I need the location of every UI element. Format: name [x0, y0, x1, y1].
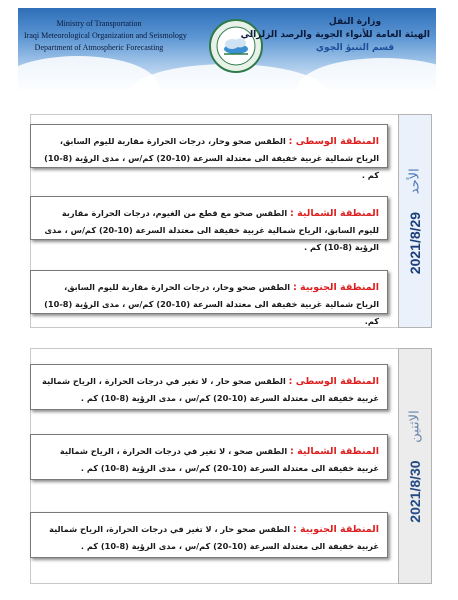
- forecast-text: الطقس صحو مع قطع من الغيوم، درجات الحرارة مقاربة لليوم السابق، الرياح شمالية غربية خفيفة الى معتدلة السرعة (10-20) كم/س ، مدى الرؤية (8-10) كم .: [44, 208, 379, 252]
- forecast-date: 2021/8/29: [407, 211, 423, 275]
- forecast-text: الطقس صحو حار ، لا تغير في درجات الحرارة ، الرياح شمالية غربية خفيفة الى معتدلة السرعة (10-20) كم/س ، مدى الرؤية (8-10) كم .: [42, 376, 379, 403]
- forecast-date: 2021/8/30: [407, 460, 423, 523]
- forecast-card-south: [30, 270, 388, 326]
- organization-name-ar: الهيئة العامة للأنواء الجوية والرصد الزلزالي: [240, 30, 430, 40]
- day-section-2: [30, 348, 432, 584]
- day-name: الأحد: [407, 167, 423, 194]
- forecast-card-central: [30, 124, 388, 180]
- forecast-card-north: [30, 196, 388, 252]
- letterhead-banner: [18, 8, 436, 90]
- region-label: المنطقة الجنوبية :: [292, 524, 379, 535]
- organization-name-en: Iraqi Meteorological Organization and Seismology: [24, 31, 187, 40]
- department-name-ar: قسم التنبؤ الجوي: [315, 43, 395, 53]
- letterhead-english: [24, 18, 187, 54]
- forecast-text: الطقس صحو حار ، لا تغير في درجات الحرارة، الرياح شمالية غربية خفيفة الى معتدلة السرعة (10-20) كم/س ، مدى الرؤية (8-10) كم .: [49, 524, 379, 551]
- cloud-shape: [298, 58, 436, 90]
- region-label: المنطقة الوسطى :: [288, 376, 379, 387]
- day-label-panel: [398, 114, 432, 328]
- ministry-name-ar: وزارة النقل: [328, 17, 382, 27]
- letterhead-arabic: [240, 16, 430, 55]
- department-name-en: Department of Atmospheric Forecasting: [34, 43, 164, 52]
- forecast-card-south: [30, 512, 388, 558]
- forecast-card-north: [30, 434, 388, 480]
- region-label: المنطقة الوسطى :: [288, 136, 379, 147]
- forecast-text: الطقس صحو ، لا تغير في درجات الحرارة ، الرياح شمالية غربية خفيفة الى معتدلة السرعة (10-20) كم/س ، مدى الرؤية (8-10) كم .: [59, 446, 379, 473]
- day-name: الاثنين: [407, 409, 423, 443]
- forecast-text: الطقس صحو وحار، درجات الحرارة مقاربة لليوم السابق، الرياح شمالية غربية خفيفة الى معتدلة السرعة (10-20) كم/س ، مدى الرؤية (8-10) كم.: [44, 282, 379, 326]
- day-section-1: [30, 114, 432, 328]
- ministry-name-en: Ministry of Transportation: [56, 19, 142, 28]
- forecast-card-central: [30, 364, 388, 410]
- meteorology-logo-icon: [208, 18, 264, 74]
- region-label: المنطقة الشمالية :: [290, 208, 379, 219]
- forecast-text: الطقس صحو وحار، درجات الحرارة مقاربة لليوم السابق، الرياح شمالية غربية خفيفة الى معتدلة السرعة (10-20) كم/س ، مدى الرؤية (8-10) كم .: [44, 136, 379, 180]
- region-label: المنطقة الشمالية :: [290, 446, 379, 457]
- day-label-panel: [398, 348, 432, 584]
- region-label: المنطقة الجنوبية :: [292, 282, 379, 293]
